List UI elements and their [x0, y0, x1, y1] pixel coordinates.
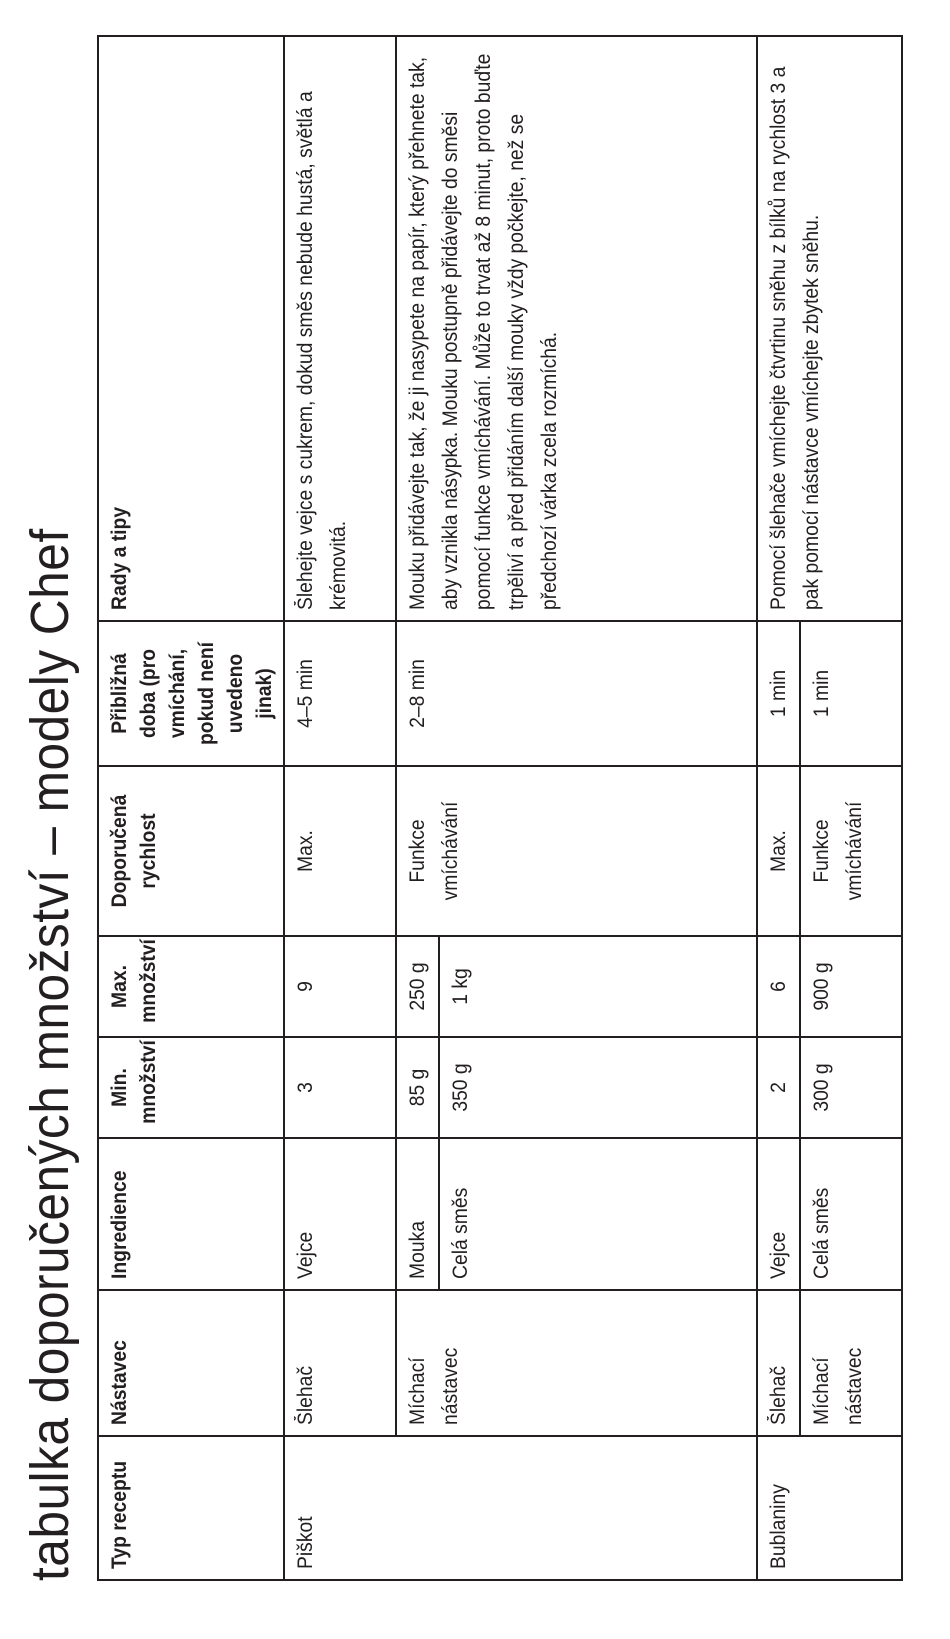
- cell-nastavec: Míchací nástavec: [396, 1290, 757, 1436]
- cell-doba: 1 min: [800, 621, 902, 766]
- cell-min: 300 g: [800, 1037, 902, 1138]
- cell-nastavec: Šlehač: [284, 1290, 396, 1436]
- recommended-quantities-table: [97, 35, 903, 1581]
- header-typ-receptu: Typ receptu: [98, 1436, 284, 1580]
- header-priblizna-doba: Přibližná doba (pro vmíchání, pokud není uvedeno jinak): [98, 621, 284, 766]
- cell-rady: Mouku přidávejte tak, že ji nasypete na papír, který přehnete tak, aby vznikla násypka. Mouku postupně přidávejte do směsi pomocí funkce vmíchávání. Může to trvat až 8 minut, proto buďte trpěliví a před přidáním další mouky vždy počkejte, než se předchozí várka zcela rozmíchá.: [396, 36, 757, 621]
- cell-rychlost: Max.: [284, 766, 396, 936]
- header-rady-a-tipy: Rady a tipy: [98, 36, 284, 621]
- cell-ingredience: Mouka: [396, 1138, 439, 1290]
- cell-nastavec: Míchací nástavec: [800, 1290, 902, 1436]
- cell-max: 1 kg: [439, 936, 757, 1037]
- cell-rady: Šlehejte vejce s cukrem, dokud směs nebude hustá, světlá a krémovitá.: [284, 36, 396, 621]
- cell-doba: 4–5 min: [284, 621, 396, 766]
- header-ingredience: Ingredience: [98, 1138, 284, 1290]
- table-row: [284, 36, 396, 1580]
- cell-max: 9: [284, 936, 396, 1037]
- header-max-mnozstvi: Max. množství: [98, 936, 284, 1037]
- cell-rady: Pomocí šlehače vmíchejte čtvrtinu sněhu z bílků na rychlost 3 a pak pomocí nástavce vmíchejte zbytek sněhu.: [757, 36, 902, 621]
- cell-rychlost: Funkce vmíchávání: [396, 766, 757, 936]
- cell-min: 2: [757, 1037, 800, 1138]
- cell-min: 3: [284, 1037, 396, 1138]
- header-nastavec: Nástavec: [98, 1290, 284, 1436]
- cell-nastavec: Šlehač: [757, 1290, 800, 1436]
- cell-min: 85 g: [396, 1037, 439, 1138]
- cell-ingredience: Vejce: [757, 1138, 800, 1290]
- table-row: [757, 36, 800, 1580]
- cell-ingredience: Celá směs: [439, 1138, 757, 1290]
- cell-doba: 1 min: [757, 621, 800, 766]
- header-row: [98, 36, 284, 1580]
- cell-doba: 2–8 min: [396, 621, 757, 766]
- cell-min: 350 g: [439, 1037, 757, 1138]
- cell-ingredience: Celá směs: [800, 1138, 902, 1290]
- cell-max: 900 g: [800, 936, 902, 1037]
- header-doporucena-rychlost: Doporučená rychlost: [98, 766, 284, 936]
- page-title: tabulka doporučených množství – modely Chef: [20, 528, 80, 1581]
- cell-typ-piskot: Piškot: [284, 1436, 757, 1580]
- cell-max: 6: [757, 936, 800, 1037]
- cell-max: 250 g: [396, 936, 439, 1037]
- cell-rychlost: Max.: [757, 766, 800, 936]
- header-min-mnozstvi: Min. množství: [98, 1037, 284, 1138]
- cell-rychlost: Funkce vmíchávání: [800, 766, 902, 936]
- cell-typ-bublaniny: Bublaniny: [757, 1436, 902, 1580]
- cell-ingredience: Vejce: [284, 1138, 396, 1290]
- table-row: [396, 36, 439, 1580]
